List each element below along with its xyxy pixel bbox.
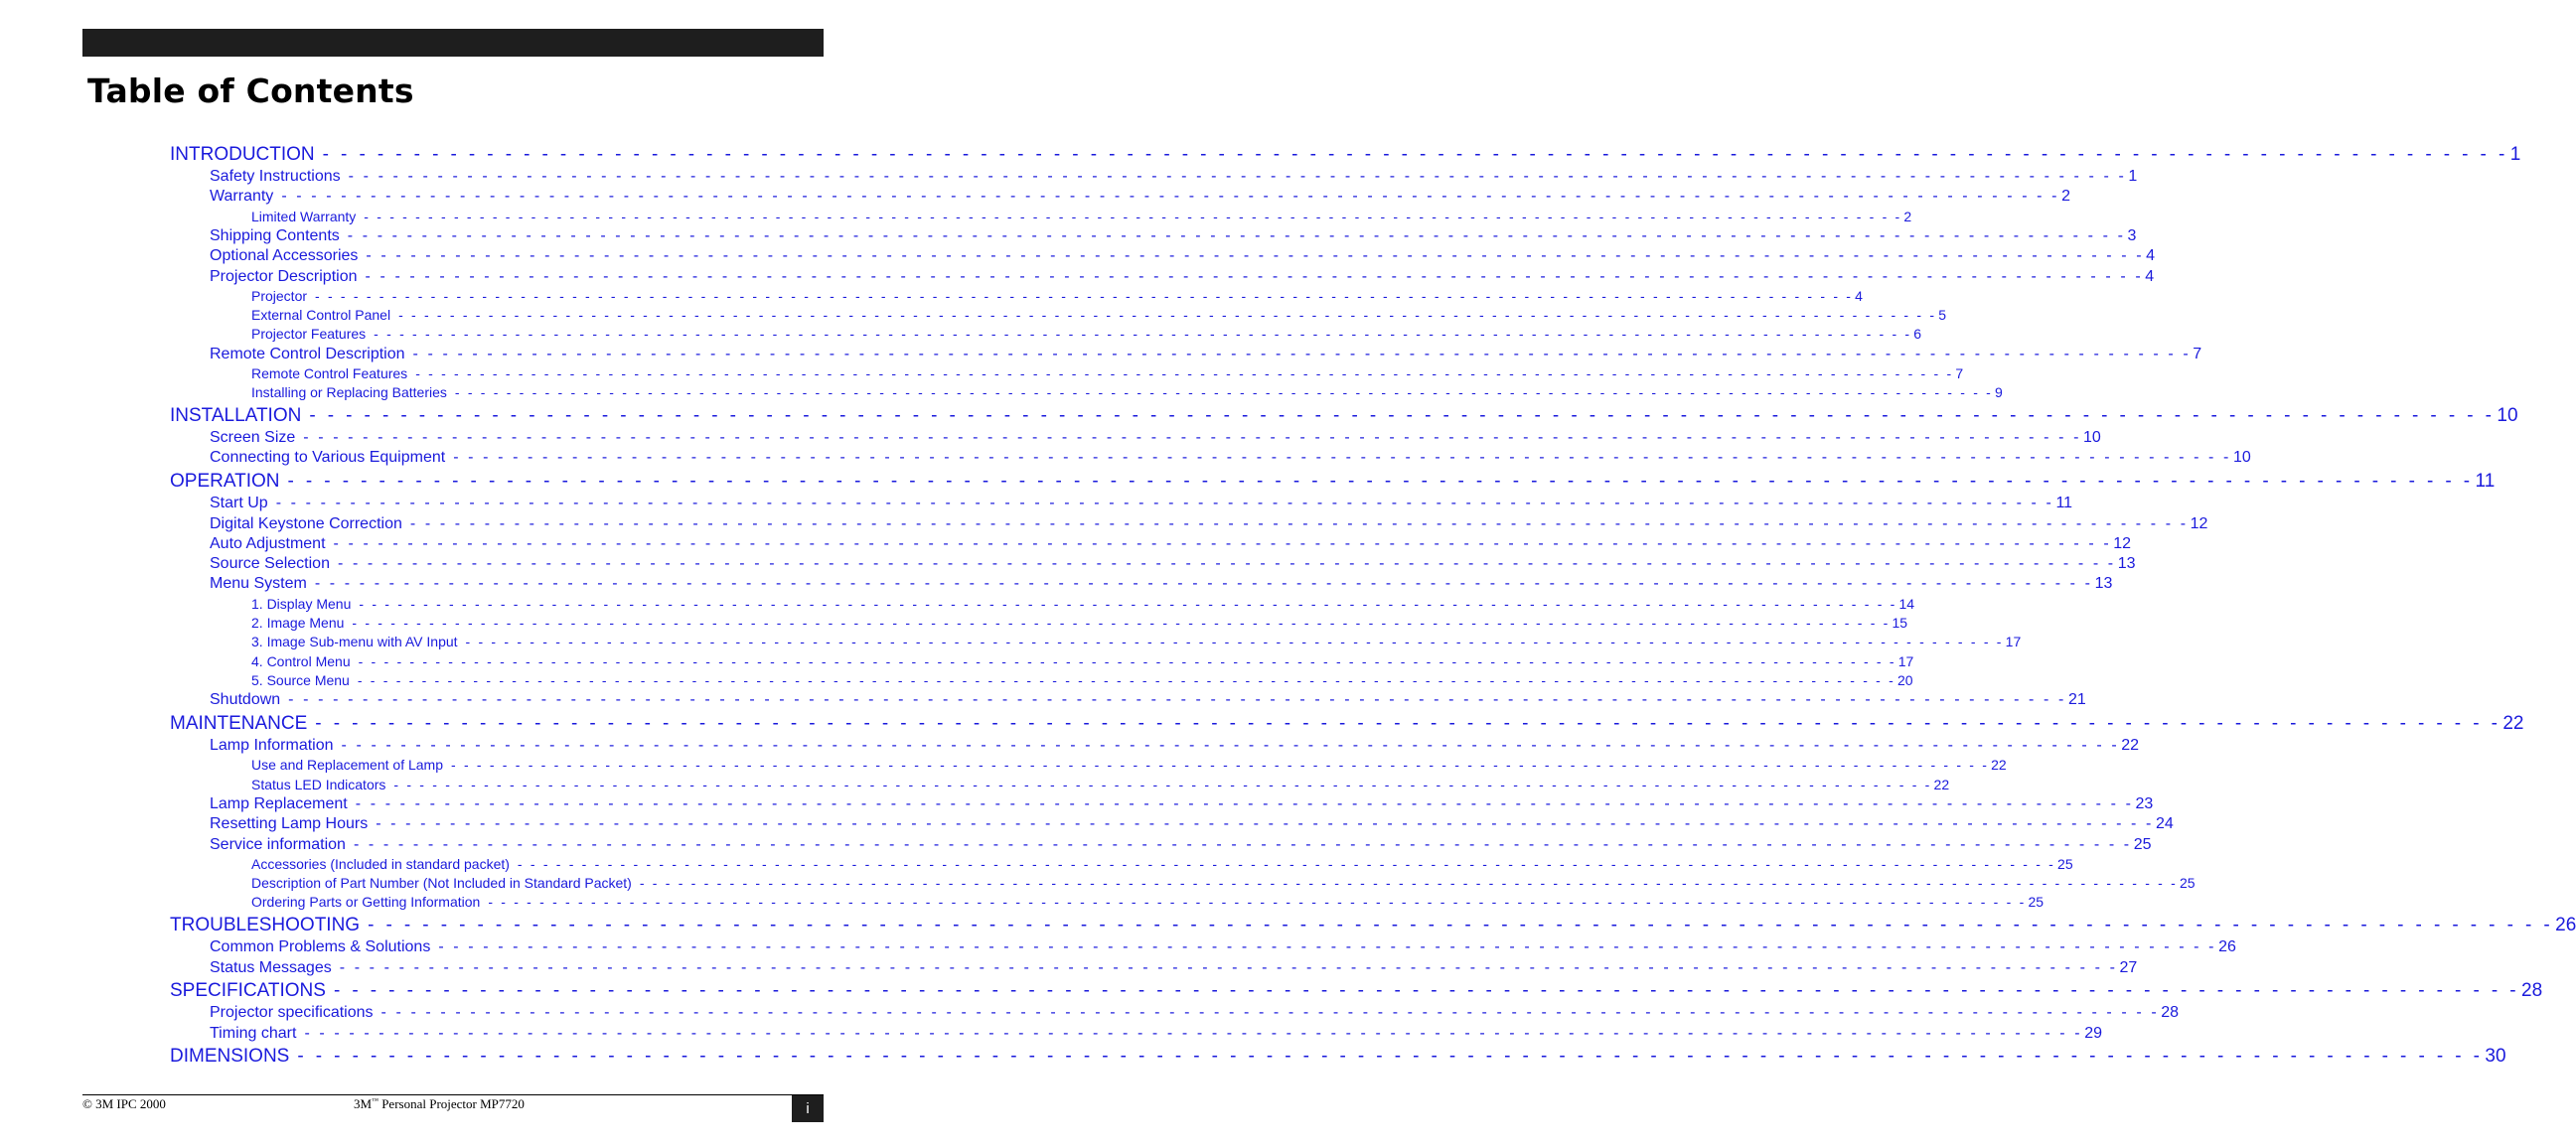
footer-brand: 3M [354,1096,373,1111]
toc-entry-level-1[interactable] [170,142,2521,166]
toc-dot-leader: - - - - - - - - - - - - - - - - - - - - - - - - - - - - - - - - - - - - - - - - - - - - - - - - - - - - - - - - - - - - - - - - - - - - - - - - - - - - - - - - - - - - - - - - - - - - - - - - - - - - - - - - - - - - - - - - - - - - - - - - [355,794,2134,812]
toc-entry-page: 25 [2133,835,2152,853]
toc-entry-page: 28 [2161,1004,2180,1022]
toc-entry-label: Start Up [210,495,268,512]
toc-entry-page: 17 [2005,634,2022,650]
toc-entry-level-3[interactable] [251,286,1863,304]
toc-entry-label: 4. Control Menu [251,652,351,669]
toc-dot-leader: - - - - - - - - - - - - - - - - - - - - - - - - - - - - - - - - - - - - - - - - - - - - - - - - - - - - - - - - - - - - - - - - - - - - - - - - - - - - - - - - - - - - - - - - - - - - - - - - - - - - - - - - - - - - - - - - - - - - - - - - [288,691,2066,709]
toc-entry-level-1[interactable] [170,469,2496,493]
toc-dot-leader: - - - - - - - - - - - - - - - - - - - - - - - - - - - - - - - - - - - - - - - - - - - - - - - - - - - - - - - - - - - - - - - - - - - - - - - - - - - - - - - - - - - - - - - - - - - - - - - - - - - - - - - - - - - - - - - - - - - - - - - - [453,449,2231,467]
toc-entry-level-3[interactable] [251,755,2007,774]
toc-entry-page: 26 [2555,915,2576,936]
toc-entry-page: 20 [1896,671,1913,688]
toc-entry-page: 6 [1913,326,1922,343]
toc-entry-level-2[interactable] [210,447,2251,467]
toc-entry-label: Service information [210,835,346,853]
toc-entry-page: 13 [2117,555,2136,573]
toc-entry-level-3[interactable] [251,854,2073,872]
toc-entry-label: Shipping Contents [210,226,340,244]
toc-entry-level-3[interactable] [251,207,1912,224]
toc-entry-level-2[interactable] [210,266,2155,286]
toc-dot-leader: - - - - - - - - - - - - - - - - - - - - - - - - - - - - - - - - - - - - - - - - - - - - - - - - - - - - - - - - - - - - - - - - - - - - - - - - - - - - - - - - - - - - - - - - - - - - - - - - - - - - - - - - - - - - - - - - - - - - - - - - [517,855,2056,872]
toc-entry-page: 13 [2094,575,2113,593]
toc-entry-page: 17 [1897,652,1914,669]
toc-entry-label: Warranty [210,188,274,206]
toc-entry-page: 22 [2502,713,2524,734]
toc-entry-level-2[interactable] [210,513,2208,533]
page-number: i [792,1095,824,1122]
toc-entry-label: Connecting to Various Equipment [210,449,446,467]
toc-entry-page: 1 [2509,144,2521,165]
toc-entry-level-3[interactable] [251,324,1922,343]
toc-dot-leader: - - - - - - - - - - - - - - - - - - - - - - - - - - - - - - - - - - - - - - - - - - - - - - - - - - - - - - - - - - - - - - - - - - - - - - - - - - - - - - - - - - - - - - - - - - - - - - - - - - - - - - - - - - - - - - - - - - - - - - - - [364,208,1902,224]
toc-dot-leader: - - - - - - - - - - - - - - - - - - - - - - - - - - - - - - - - - - - - - - - - - - - - - - - - - - - - - - - - - - - - - - - - - - - - - - - - - - - - - - - - - - - - - - - - - - - - - - - - - - - - - - - - - - - - - - - - - - - - - - - - [337,555,2116,573]
toc-entry-label: TROUBLESHOOTING [170,915,361,936]
toc-dot-leader: - - - - - - - - - - - - - - - - - - - - - - - - - - - - - - - - - - - - - - - - - - - - - - - - - - - - - - - - - - - - - - - - - - - - - - - - - - - - - - - - - - - - - - - - - - - - - - - - - - - - - - - - - - - - - - - - - - - - - - - - [348,168,2127,185]
toc-entry-page: 12 [2190,514,2208,532]
toc-entry-level-2[interactable] [210,813,2174,833]
toc-entry-label: Shutdown [210,691,281,709]
toc-entry-level-1[interactable] [170,1044,2506,1068]
footer-trademark: ™ [372,1096,379,1105]
toc-dot-leader: - - - - - - - - - - - - - - - - - - - - - - - - - - - - - - - - - - - - - - - - - - - - - - - - - - - - - - - - - - - - - - - - - - - - - - - - - - - - - - - - - - - - - - - - - - - - - - - - - - - - - - - - - - - - - - - - - - - - - - - - [451,757,1990,774]
toc-entry-label: MAINTENANCE [170,713,308,734]
toc-dot-leader: - - - - - - - - - - - - - - - - - - - - - - - - - - - - - - - - - - - - - - - - - - - - - - - - - - - - - - - - - - - - - - - - - - - - - - - - - - - - - - - - - - - - - - - - - - - - - - - - - - - - - - - - - - - - - - - - - - - - - - - - [415,365,1954,381]
toc-entry-level-3[interactable] [251,363,1964,381]
toc-entry-page: 9 [1995,384,2003,401]
toc-entry-label: Status Messages [210,958,332,976]
toc-dot-leader: - - - - - - - - - - - - - - - - - - - - - - - - - - - - - - - - - - - - - - - - - - - - - - - - - - - - - - - - - - - - - - - - - - - - - - - - - - - - - - - - - - - - - - - - - - - - - - - - - - - - - - - - - - - - - - - - - - - - - - - - [412,345,2192,362]
toc-entry-page: 29 [2084,1024,2102,1042]
toc-entry-label: Common Problems & Solutions [210,938,431,956]
toc-entry-page: 10 [2232,449,2251,467]
toc-dot-leader: - - - - - - - - - - - - - - - - - - - - - - - - - - - - - - - - - - - - - - - - - - - - - - - - - - - - - - - - - - - - - - - - - - - - - - - - - - - - - - - - - - - - - - - - - - - - - - - - - - - - - - - - - - - - - - - - - - - - - - - - [339,958,2118,976]
toc-dot-leader: - - - - - - - - - - - - - - - - - - - - - - - - - - - - - - - - - - - - - - - - - - - - - - - - - - - - - - - - - - - - - - - - - - - - - - - - - - - - - - - - - - - - - - - - - - - - - - - - - - - - - - - - - - - - - - - - - - - - - - - - [304,1024,2083,1042]
toc-entry-level-1[interactable] [170,711,2524,735]
toc-entry-page: 22 [2121,737,2140,754]
toc-entry-page: 4 [1855,287,1863,304]
toc-entry-level-3[interactable] [251,651,1914,669]
toc-entry-page: 25 [2057,855,2073,872]
footer-rule [82,1094,824,1095]
toc-dot-leader: - - - - - - - - - - - - - - - - - - - - - - - - - - - - - - - - - - - - - - - - - - - - - - - - - - - - - - - - - - - - - - - - - - - - - - - - - - - - - - - - - - - - - - - - - - - - - - - - - - - - - - - - - - - - - - - - - - - - - - - - [333,980,2519,1002]
toc-entry-label: Use and Replacement of Lamp [251,757,443,774]
toc-entry-page: 4 [2145,267,2155,285]
toc-dot-leader: - - - - - - - - - - - - - - - - - - - - - - - - - - - - - - - - - - - - - - - - - - - - - - - - - - - - - - - - - - - - - - - - - - - - - - - - - - - - - - - - - - - - - - - - - - - - - - - - - - - - - - - - - - - - - - - - - - - - - - - - [398,307,1937,324]
footer-product-name: Personal Projector MP7720 [381,1096,525,1111]
toc-entry-label: Remote Control Features [251,365,408,381]
toc-dot-leader: - - - - - - - - - - - - - - - - - - - - - - - - - - - - - - - - - - - - - - - - - - - - - - - - - - - - - - - - - - - - - - - - - - - - - - - - - - - - - - - - - - - - - - - - - - - - - - - - - - - - - - - - - - - - - - - - - - - - - - - - [409,514,2189,532]
toc-dot-leader: - - - - - - - - - - - - - - - - - - - - - - - - - - - - - - - - - - - - - - - - - - - - - - - - - - - - - - - - - - - - - - - - - - - - - - - - - - - - - - - - - - - - - - - - - - - - - - - - - - - - - - - - - - - - - - - - - - - - - - - - [465,634,2004,650]
toc-entry-page: 2 [1903,208,1912,224]
toc-entry-level-2[interactable] [210,493,2073,512]
toc-dot-leader: - - - - - - - - - - - - - - - - - - - - - - - - - - - - - - - - - - - - - - - - - - - - - - - - - - - - - - - - - - - - - - - - - - - - - - - - - - - - - - - - - - - - - - - - - - - - - - - - - - - - - - - - - - - - - - - - - - - - - - - - [314,575,2093,593]
toc-entry-label: 1. Display Menu [251,595,352,612]
toc-dot-leader: - - - - - - - - - - - - - - - - - - - - - - - - - - - - - - - - - - - - - - - - - - - - - - - - - - - - - - - - - - - - - - - - - - - - - - - - - - - - - - - - - - - - - - - - - - - - - - - - - - - - - - - - - - - - - - - - - - - - - - - - [275,495,2054,512]
toc-entry-label: Lamp Information [210,737,334,754]
toc-entry-label: Limited Warranty [251,208,357,224]
toc-entry-label: Menu System [210,575,307,593]
toc-entry-level-3[interactable] [251,613,1908,631]
toc-entry-level-3[interactable] [251,892,2045,911]
toc-entry-level-3[interactable] [251,305,1946,324]
toc-entry-level-2[interactable] [210,344,2202,363]
toc-entry-label: SPECIFICATIONS [170,980,326,1002]
toc-dot-leader: - - - - - - - - - - - - - - - - - - - - - - - - - - - - - - - - - - - - - - - - - - - - - - - - - - - - - - - - - - - - - - - - - - - - - - - - - - - - - - - - - - - - - - - - - - - - - - - - - - - - - - - - - - - - - - - - - - - - - - - - [438,938,2217,956]
toc-dot-leader: - - - - - - - - - - - - - - - - - - - - - - - - - - - - - - - - - - - - - - - - - - - - - - - - - - - - - - - - - - - - - - - - - - - - - - - - - - - - - - - - - - - - - - - - - - - - - - - - - - - - - - - - - - - - - - - - - - - - - - - - [341,737,2120,754]
toc-dot-leader: - - - - - - - - - - - - - - - - - - - - - - - - - - - - - - - - - - - - - - - - - - - - - - - - - - - - - - - - - - - - - - - - - - - - - - - - - - - - - - - - - - - - - - - - - - - - - - - - - - - - - - - - - - - - - - - - - - - - - - - - [347,226,2126,244]
toc-entry-label: Timing chart [210,1024,297,1042]
toc-entry-level-3[interactable] [251,632,2022,650]
toc-entry-level-2[interactable] [210,834,2152,854]
toc-entry-label: 3. Image Sub-menu with AV Input [251,634,458,650]
toc-entry-label: Source Selection [210,555,330,573]
toc-dot-leader: - - - - - - - - - - - - - - - - - - - - - - - - - - - - - - - - - - - - - - - - - - - - - - - - - - - - - - - - - - - - - - - - - - - - - - - - - - - - - - - - - - - - - - - - - - - - - - - - - - - - - - - - - - - - - - - - - - - - - - - - [315,713,2501,734]
toc-entry-level-2[interactable] [210,533,2132,553]
toc-dot-leader: - - - - - - - - - - - - - - - - - - - - - - - - - - - - - - - - - - - - - - - - - - - - - - - - - - - - - - - - - - - - - - - - - - - - - - - - - - - - - - - - - - - - - - - - - - - - - - - - - - - - - - - - - - - - - - - - - - - - - - - - [359,595,1897,612]
toc-entry-level-2[interactable] [210,573,2113,593]
toc-dot-leader: - - - - - - - - - - - - - - - - - - - - - - - - - - - - - - - - - - - - - - - - - - - - - - - - - - - - - - - - - - - - - - - - - - - - - - - - - - - - - - - - - - - - - - - - - - - - - - - - - - - - - - - - - - - - - - - - - - - - - - - - [376,815,2154,833]
toc-entry-level-2[interactable] [210,186,2070,206]
toc-entry-label: Ordering Parts or Getting Information [251,894,481,911]
toc-entry-level-3[interactable] [251,670,1913,688]
toc-entry-label: Projector [251,287,308,304]
toc-entry-label: Accessories (Included in standard packet) [251,855,510,872]
toc-dot-leader: - - - - - - - - - - - - - - - - - - - - - - - - - - - - - - - - - - - - - - - - - - - - - - - - - - - - - - - - - - - - - - - - - - - - - - - - - - - - - - - - - - - - - - - - - - - - - - - - - - - - - - - - - - - - - - - - - - - - - - - - [368,915,2554,936]
toc-entry-label: Screen Size [210,429,296,447]
toc-entry-label: 5. Source Menu [251,671,350,688]
toc-entry-label: Auto Adjustment [210,534,326,552]
toc-entry-label: Lamp Replacement [210,794,348,812]
toc-dot-leader: - - - - - - - - - - - - - - - - - - - - - - - - - - - - - - - - - - - - - - - - - - - - - - - - - - - - - - - - - - - - - - - - - - - - - - - - - - - - - - - - - - - - - - - - - - - - - - - - - - - - - - - - - - - - - - - - - - - - - - - - [287,471,2474,493]
toc-entry-level-3[interactable] [251,775,1950,792]
toc-entry-level-1[interactable] [170,978,2543,1002]
toc-entry-label: Status LED Indicators [251,776,386,792]
toc-entry-page: 3 [2127,226,2137,244]
toc-dot-leader: - - - - - - - - - - - - - - - - - - - - - - - - - - - - - - - - - - - - - - - - - - - - - - - - - - - - - - - - - - - - - - - - - - - - - - - - - - - - - - - - - - - - - - - - - - - - - - - - - - - - - - - - - - - - - - - - - - - - - - - - [380,1004,2160,1022]
toc-entry-page: 25 [2028,894,2045,911]
toc-dot-leader: - - - - - - - - - - - - - - - - - - - - - - - - - - - - - - - - - - - - - - - - - - - - - - - - - - - - - - - - - - - - - - - - - - - - - - - - - - - - - - - - - - - - - - - - - - - - - - - - - - - - - - - - - - - - - - - - - - - - - - - - [281,188,2060,206]
toc-entry-level-2[interactable] [210,427,2101,447]
toc-dot-leader: - - - - - - - - - - - - - - - - - - - - - - - - - - - - - - - - - - - - - - - - - - - - - - - - - - - - - - - - - - - - - - - - - - - - - - - - - - - - - - - - - - - - - - - - - - - - - - - - - - - - - - - - - - - - - - - - - - - - - - - - [639,875,2178,892]
toc-entry-label: INTRODUCTION [170,144,315,165]
toc-entry-level-3[interactable] [251,594,1915,612]
toc-entry-page: 10 [2083,429,2101,447]
toc-entry-page: 10 [2497,405,2518,427]
toc-dot-leader: - - - - - - - - - - - - - - - - - - - - - - - - - - - - - - - - - - - - - - - - - - - - - - - - - - - - - - - - - - - - - - - - - - - - - - - - - - - - - - - - - - - - - - - - - - - - - - - - - - - - - - - - - - - - - - - - - - - - - - - - [488,894,2027,911]
toc-entry-level-2[interactable] [210,689,2086,709]
toc-entry-page: 7 [2193,345,2202,362]
toc-entry-page: 24 [2155,815,2174,833]
toc-entry-label: Installing or Replacing Batteries [251,384,447,401]
footer-copyright: © 3M IPC 2000 [82,1096,166,1111]
toc-entry-page: 7 [1955,365,1964,381]
toc-entry-level-2[interactable] [210,225,2137,245]
toc-entry-page: 11 [2475,471,2496,493]
toc-entry-level-2[interactable] [210,1002,2180,1022]
toc-entry-level-2[interactable] [210,793,2154,813]
toc-entry-level-2[interactable] [210,1023,2102,1043]
toc-dot-leader: - - - - - - - - - - - - - - - - - - - - - - - - - - - - - - - - - - - - - - - - - - - - - - - - - - - - - - - - - - - - - - - - - - - - - - - - - - - - - - - - - - - - - - - - - - - - - - - - - - - - - - - - - - - - - - - - - - - - - - - - [297,1046,2484,1068]
toc-entry-level-2[interactable] [210,245,2156,265]
toc-entry-page: 27 [2119,958,2138,976]
toc-entry-page: 22 [1991,757,2007,774]
toc-entry-label: INSTALLATION [170,405,302,427]
toc-entry-level-3[interactable] [251,382,2003,401]
toc-dot-leader: - - - - - - - - - - - - - - - - - - - - - - - - - - - - - - - - - - - - - - - - - - - - - - - - - - - - - - - - - - - - - - - - - - - - - - - - - - - - - - - - - - - - - - - - - - - - - - - - - - - - - - - - - - - - - - - - - - - - - - - - [365,267,2144,285]
toc-entry-level-2[interactable] [210,553,2136,573]
toc-entry-page: 28 [2521,980,2543,1002]
toc-entry-page: 30 [2485,1046,2506,1068]
toc-entry-level-3[interactable] [251,873,2196,892]
toc-entry-label: Optional Accessories [210,247,359,265]
toc-entry-label: Safety Instructions [210,168,341,185]
toc-entry-label: Resetting Lamp Hours [210,815,369,833]
toc-dot-leader: - - - - - - - - - - - - - - - - - - - - - - - - - - - - - - - - - - - - - - - - - - - - - - - - - - - - - - - - - - - - - - - - - - - - - - - - - - - - - - - - - - - - - - - - - - - - - - - - - - - - - - - - - - - - - - - - - - - - - - - - [393,776,1932,792]
toc-entry-page: 25 [2179,875,2196,892]
toc-entry-page: 15 [1892,615,1908,631]
toc-dot-leader: - - - - - - - - - - - - - - - - - - - - - - - - - - - - - - - - - - - - - - - - - - - - - - - - - - - - - - - - - - - - - - - - - - - - - - - - - - - - - - - - - - - - - - - - - - - - - - - - - - - - - - - - - - - - - - - - - - - - - - - - [352,615,1891,631]
toc-dot-leader: - - - - - - - - - - - - - - - - - - - - - - - - - - - - - - - - - - - - - - - - - - - - - - - - - - - - - - - - - - - - - - - - - - - - - - - - - - - - - - - - - - - - - - - - - - - - - - - - - - - - - - - - - - - - - - - - - - - - - - - - [358,652,1896,669]
toc-entry-level-1[interactable] [170,403,2518,427]
toc-entry-label: Projector Description [210,267,358,285]
toc-entry-page: 26 [2218,938,2236,956]
toc-entry-page: 11 [2055,495,2073,512]
toc-entry-level-2[interactable] [210,936,2236,956]
toc-entry-page: 14 [1898,595,1915,612]
toc-dot-leader: - - - - - - - - - - - - - - - - - - - - - - - - - - - - - - - - - - - - - - - - - - - - - - - - - - - - - - - - - - - - - - - - - - - - - - - - - - - - - - - - - - - - - - - - - - - - - - - - - - - - - - - - - - - - - - - - - - - - - - - - [353,835,2132,853]
toc-dot-leader: - - - - - - - - - - - - - - - - - - - - - - - - - - - - - - - - - - - - - - - - - - - - - - - - - - - - - - - - - - - - - - - - - - - - - - - - - - - - - - - - - - - - - - - - - - - - - - - - - - - - - - - - - - - - - - - - - - - - - - - - [454,384,1994,401]
toc-dot-leader: - - - - - - - - - - - - - - - - - - - - - - - - - - - - - - - - - - - - - - - - - - - - - - - - - - - - - - - - - - - - - - - - - - - - - - - - - - - - - - - - - - - - - - - - - - - - - - - - - - - - - - - - - - - - - - - - - - - - - - - - [357,671,1895,688]
toc-entry-page: 2 [2061,188,2070,206]
toc-entry-page: 22 [1933,776,1950,792]
footer-product [354,1096,525,1112]
toc-dot-leader: - - - - - - - - - - - - - - - - - - - - - - - - - - - - - - - - - - - - - - - - - - - - - - - - - - - - - - - - - - - - - - - - - - - - - - - - - - - - - - - - - - - - - - - - - - - - - - - - - - - - - - - - - - - - - - - - - - - - - - - - [322,144,2508,165]
toc-entry-page: 4 [2146,247,2156,265]
toc-dot-leader: - - - - - - - - - - - - - - - - - - - - - - - - - - - - - - - - - - - - - - - - - - - - - - - - - - - - - - - - - - - - - - - - - - - - - - - - - - - - - - - - - - - - - - - - - - - - - - - - - - - - - - - - - - - - - - - - - - - - - - - - [333,534,2112,552]
toc-entry-level-2[interactable] [210,957,2138,977]
toc-dot-leader: - - - - - - - - - - - - - - - - - - - - - - - - - - - - - - - - - - - - - - - - - - - - - - - - - - - - - - - - - - - - - - - - - - - - - - - - - - - - - - - - - - - - - - - - - - - - - - - - - - - - - - - - - - - - - - - - - - - - - - - - [366,247,2145,265]
toc-entry-page: 21 [2067,691,2086,709]
toc-entry-label: 2. Image Menu [251,615,345,631]
toc-entry-page: 5 [1938,307,1946,324]
toc-entry-page: 23 [2135,794,2154,812]
toc-entry-level-2[interactable] [210,735,2140,755]
page-title: Table of Contents [87,72,414,110]
toc-entry-label: Description of Part Number (Not Included in Standard Packet) [251,875,632,892]
toc-entry-level-1[interactable] [170,913,2576,936]
toc-entry-label: External Control Panel [251,307,391,324]
toc-entry-label: DIMENSIONS [170,1046,290,1068]
toc-entry-level-2[interactable] [210,166,2138,186]
toc-entry-page: 12 [2113,534,2132,552]
toc-entry-label: Projector Features [251,326,367,343]
toc-dot-leader: - - - - - - - - - - - - - - - - - - - - - - - - - - - - - - - - - - - - - - - - - - - - - - - - - - - - - - - - - - - - - - - - - - - - - - - - - - - - - - - - - - - - - - - - - - - - - - - - - - - - - - - - - - - - - - - - - - - - - - - - [374,326,1912,343]
toc-entry-label: Digital Keystone Correction [210,514,402,532]
toc-dot-leader: - - - - - - - - - - - - - - - - - - - - - - - - - - - - - - - - - - - - - - - - - - - - - - - - - - - - - - - - - - - - - - - - - - - - - - - - - - - - - - - - - - - - - - - - - - - - - - - - - - - - - - - - - - - - - - - - - - - - - - - - [315,287,1854,304]
toc-entry-label: OPERATION [170,471,280,493]
toc-dot-leader: - - - - - - - - - - - - - - - - - - - - - - - - - - - - - - - - - - - - - - - - - - - - - - - - - - - - - - - - - - - - - - - - - - - - - - - - - - - - - - - - - - - - - - - - - - - - - - - - - - - - - - - - - - - - - - - - - - - - - - - - [303,429,2082,447]
toc-entry-label: Remote Control Description [210,345,405,362]
toc-dot-leader: - - - - - - - - - - - - - - - - - - - - - - - - - - - - - - - - - - - - - - - - - - - - - - - - - - - - - - - - - - - - - - - - - - - - - - - - - - - - - - - - - - - - - - - - - - - - - - - - - - - - - - - - - - - - - - - - - - - - - - - - [309,405,2496,427]
toc-entry-page: 1 [2128,168,2138,185]
toc-entry-label: Projector specifications [210,1004,374,1022]
